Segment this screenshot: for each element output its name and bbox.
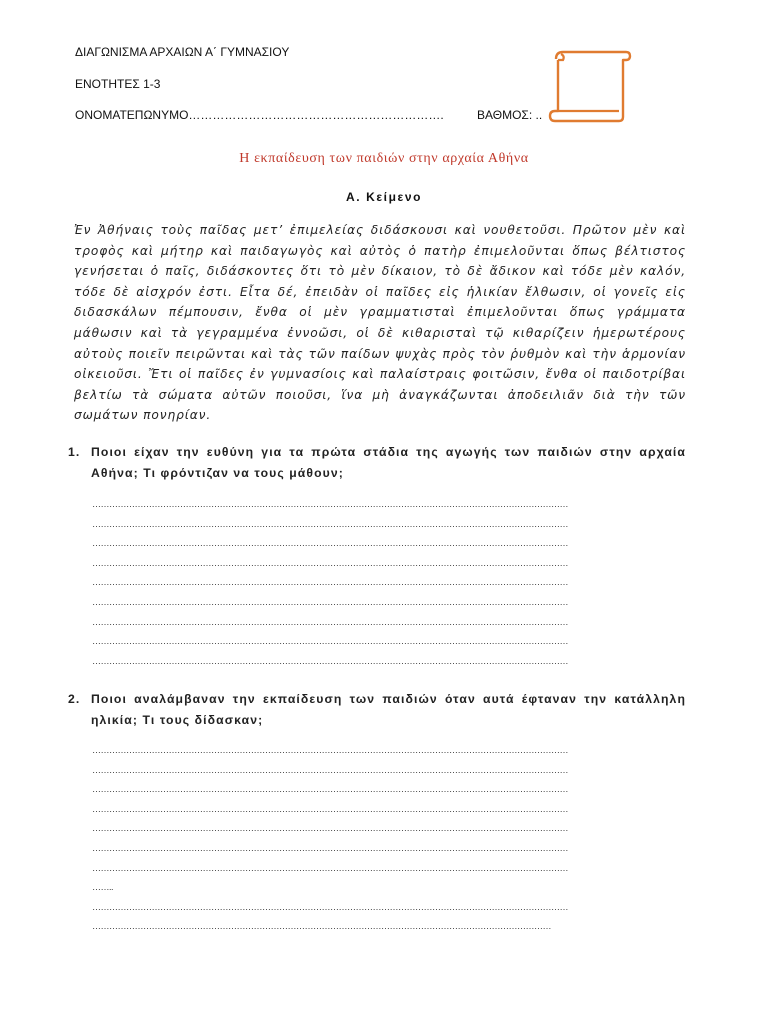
scroll-grade-box-icon xyxy=(546,46,632,126)
answer-lines-2[interactable]: …………………………………………………………………………………………………………………………………………………… …………………………………………………………………………………………………………………………………………………… …………………………………………………………………………………………………………………………………………………… …………………………………………………………………………………………………………………………………………………… …………………………………………………………………………………………………………………………………………………… …………………………………………………………………………………………………………………………………………………… …………………………………………………………………………………………………………………………………………………… …….. …………………………………………………………………………………………………………………………………………………… ……………………………………………………………………………………………………………………………………………… xyxy=(92,745,568,932)
answer-lines-1[interactable]: …………………………………………………………………………………………………………………………………………………… …………………………………………………………………………………………………………………………………………………… …………………………………………………………………………………………………………………………………………………… …………………………………………………………………………………………………………………………………………………… …………………………………………………………………………………………………………………………………………………… …………………………………………………………………………………………………………………………………………………… …………………………………………………………………………………………………………………………………………………… …………………………………………………………………………………………………………………………………………………… …………………………………………………………………………………………………………………………………………………… xyxy=(92,499,568,666)
exam-title: ΔΙΑΓΩΝΙΣΜΑ ΑΡΧΑΙΩΝ Α΄ ΓΥΜΝΑΣΙΟΥ xyxy=(75,45,290,59)
question-text: Ποιοι αναλάμβαναν την εκπαίδευση των παιδιών όταν αυτά έφταναν την κατάλληλη ηλικία; Τι τους δίδασκαν; xyxy=(91,692,686,727)
question-number: 1. xyxy=(68,445,81,459)
question-1 xyxy=(68,442,686,484)
grade-field[interactable]: ΒΑΘΜΟΣ: .. xyxy=(477,108,543,122)
exam-units: ΕΝΟΤΗΤΕΣ 1-3 xyxy=(75,77,161,91)
question-text: Ποιοι είχαν την ευθύνη για τα πρώτα στάδια της αγωγής των παιδιών στην αρχαία Αθήνα; Τι φρόντιζαν να τους μάθουν; xyxy=(91,445,686,480)
ancient-greek-passage: Ἐν Ἀθήναις τοὺς παῖδας μετ’ ἐπιμελείας διδάσκουσι καὶ νουθετοῦσι. Πρῶτον μὲν καὶ τροφὸς καὶ μήτηρ καὶ παιδαγωγὸς καὶ αὐτὸς ὁ πατὴρ ἐπιμελοῦνται ὅπως βέλτιστος γενήσεται ὁ παῖς, διδάσκοντες ὅτι τὸ μὲν δίκαιον, τὸ δὲ ἄδικον καὶ τόδε μὲν καλόν, τόδε δὲ αἰσχρόν ἐστι. Εἶτα δέ, ἐπειδὰν οἱ παῖδες εἰς ἡλικίαν ἔλθωσιν, οἱ γονεῖς εἰς διδασκάλων πέμπουσιν, ἔνθα οἱ μὲν γραμματισταὶ ἐπιμελοῦνται ὅπως γράμματα μάθωσιν καὶ τὰ γεγραμμένα ἐννοῶσι, οἱ δὲ κιθαρισταὶ τῷ κιθαρίζειν ἡμερωτέρους αὐτοὺς ποιεῖν πειρῶνται καὶ τὰς τῶν παίδων ψυχὰς πρὸς τὸν ῥυθμὸν καὶ τὴν ἁρμονίαν οἰκειοῦσι. Ἔτι οἱ παῖδες ἐν γυμνασίοις καὶ παλαίστραις φοιτῶσιν, ἔνθα οἱ παιδοτρίβαι βελτίω τὰ σώματα αὐτῶν ποιοῦσι, ἵνα μὴ ἀναγκάζωνται ἀποδειλιᾶν διὰ τὴν τῶν σωμάτων πονηρίαν. xyxy=(74,223,686,423)
student-name-field[interactable]: ΟΝΟΜΑΤΕΠΩΝΥΜΟ………………………………………………………. xyxy=(75,108,444,122)
section-heading: Α. Κείμενο xyxy=(345,190,423,204)
question-number: 2. xyxy=(68,692,81,706)
question-2 xyxy=(68,689,686,731)
page-title: Η εκπαίδευση των παιδιών στην αρχαία Αθήνα xyxy=(239,151,529,166)
